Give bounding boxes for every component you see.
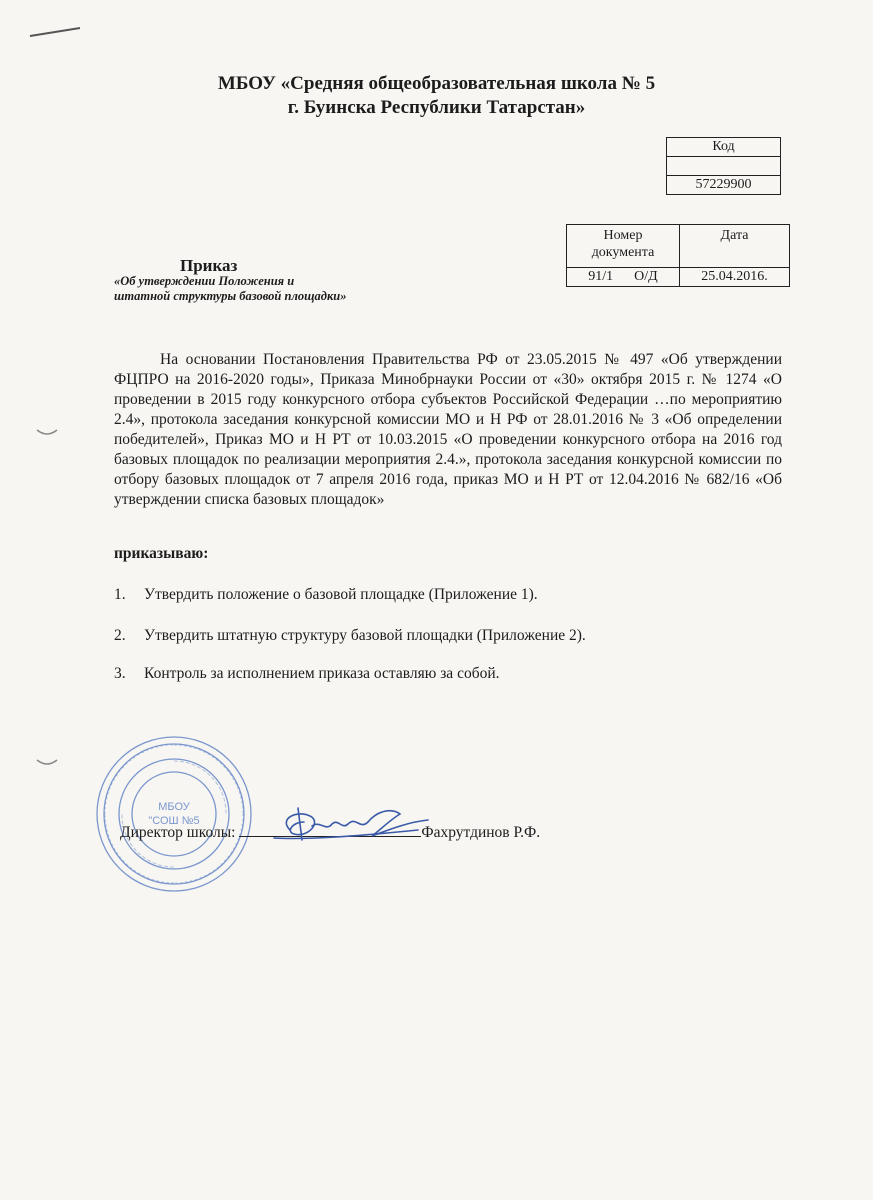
- signature-label: Директор школы:: [120, 824, 236, 841]
- school-name-line2: г. Буинска Республики Татарстан»: [287, 97, 586, 118]
- code-header: Код: [667, 138, 781, 157]
- school-header: [0, 72, 873, 120]
- list-item-text: Контроль за исполнением приказа оставляю за собой.: [144, 665, 500, 682]
- official-stamp: [94, 734, 254, 894]
- document-number-table: [566, 224, 790, 287]
- handwritten-signature: [268, 800, 438, 850]
- list-item-number: 3.: [114, 665, 126, 682]
- order-title: Приказ: [180, 256, 238, 275]
- order-subject-line2: штатной структуры базовой площадки»: [114, 289, 347, 303]
- school-name-line1: МБОУ «Средняя общеобразовательная школа № 5: [217, 73, 656, 94]
- doc-date-header: Дата: [680, 225, 790, 268]
- stamp-text-line2: "СОШ №5: [148, 815, 200, 827]
- list-item: [114, 665, 500, 683]
- order-subject: [114, 274, 414, 304]
- code-empty-cell: [667, 157, 781, 176]
- stamp-text-line1: МБОУ: [158, 801, 190, 813]
- hole-punch-mark: [36, 428, 58, 438]
- doc-number-header: Номер документа: [567, 225, 680, 268]
- list-item-number: 2.: [114, 627, 126, 644]
- margin-pencil-mark: [28, 24, 84, 40]
- list-item-text: Утвердить штатную структуру базовой площадки (Приложение 2).: [144, 627, 586, 644]
- signature-block: [120, 822, 820, 842]
- doc-date-value: 25.04.2016.: [680, 268, 790, 287]
- code-value: 57229900: [667, 176, 781, 195]
- doc-number-value: 91/1 О/Д: [567, 268, 680, 287]
- signatory-name: Фахрутдинов Р.Ф.: [421, 824, 541, 841]
- decree-word: приказываю:: [114, 545, 209, 562]
- order-subject-line1: «Об утверждении Положения и: [114, 274, 295, 288]
- list-item-number: 1.: [114, 586, 126, 603]
- body-paragraph: На основании Постановления Правительства РФ от 23.05.2015 № 497 «Об утверждении ФЦПРО на 2016-2020 годы», Приказа Минобрнауки России от «30» октября 2015 г. № 1274 «О проведении в 2015 году конкурсного отбора субъектов Российской Федерации …по мероприятию 2.4», протокола заседания конкурсной комиссии МО и Н РФ от 28.01.2016 № 3 «Об определении победителей», Приказ МО и Н РТ от 10.03.2015 «О проведении конкурсного отбора на 2016 год базовых площадок по реализации мероприятия 2.4.», протокола заседания конкурсной комиссии по отбору базовых площадок от 7 апреля 2016 года, приказ МО и Н РТ от 12.04.2016 № 682/16 «Об утверждении списка базовых площадок»: [114, 351, 782, 508]
- list-item: [114, 586, 538, 604]
- list-item-text: Утвердить положение о базовой площадке (Приложение 1).: [144, 586, 538, 603]
- list-item: [114, 627, 586, 645]
- code-table: [666, 137, 781, 195]
- hole-punch-mark: [36, 758, 58, 768]
